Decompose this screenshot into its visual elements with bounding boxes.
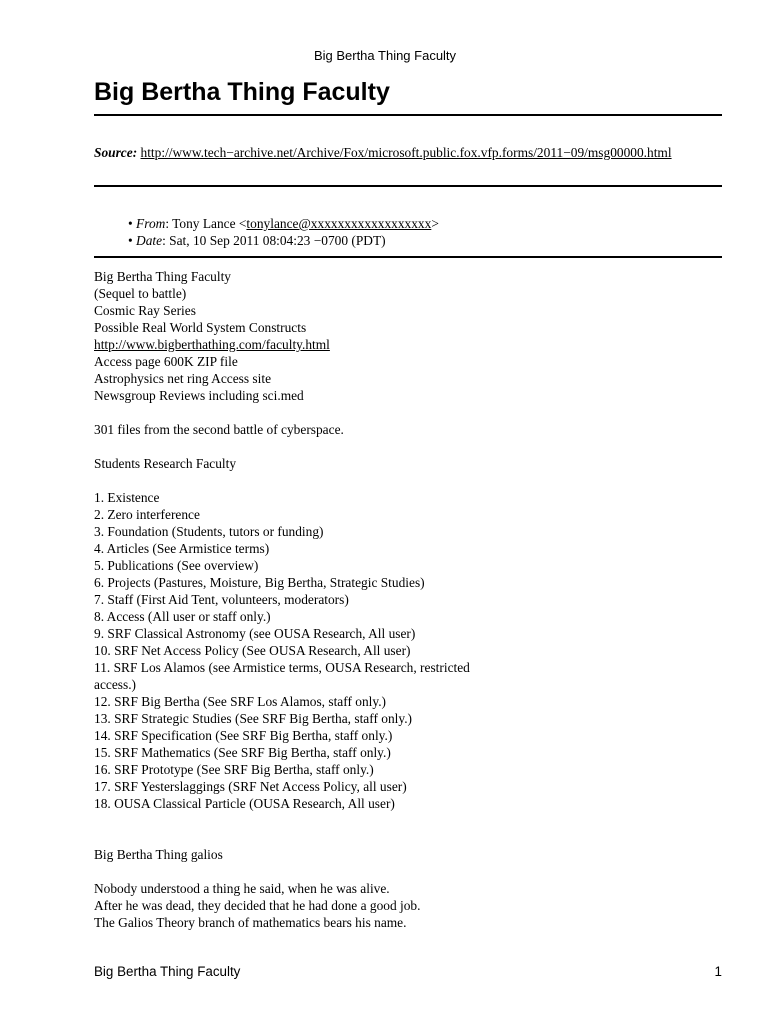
faculty-item: access.) <box>94 677 137 692</box>
faculty-item: 1. Existence <box>94 490 160 505</box>
galios-line: The Galios Theory branch of mathematics bears his name. <box>94 915 407 930</box>
source-line <box>94 145 734 161</box>
running-header: Big Bertha Thing Faculty <box>313 48 457 63</box>
intro-line: Big Bertha Thing Faculty <box>94 269 231 284</box>
faculty-item: 4. Articles (See Armistice terms) <box>94 541 270 556</box>
message-body <box>94 268 714 931</box>
faculty-item: 15. SRF Mathematics (See SRF Big Bertha, staff only.) <box>94 745 391 760</box>
from-end: > <box>431 216 439 231</box>
faculty-item: 3. Foundation (Students, tutors or funding) <box>94 524 324 539</box>
message-meta <box>128 215 439 249</box>
meta-rule <box>94 256 722 258</box>
files-line: 301 files from the second battle of cyberspace. <box>94 422 344 437</box>
faculty-item: 6. Projects (Pastures, Moisture, Big Bertha, Strategic Studies) <box>94 575 425 590</box>
intro-line: (Sequel to battle) <box>94 286 187 301</box>
page-number: 1 <box>714 964 722 979</box>
faculty-item: 11. SRF Los Alamos (see Armistice terms, OUSA Research, restricted <box>94 660 470 675</box>
faculty-item: 8. Access (All user or staff only.) <box>94 609 271 624</box>
page-title: Big Bertha Thing Faculty <box>94 78 390 106</box>
faculty-item: 18. OUSA Classical Particle (OUSA Research, All user) <box>94 796 395 811</box>
faculty-item: 12. SRF Big Bertha (See SRF Los Alamos, staff only.) <box>94 694 386 709</box>
source-rule <box>94 185 722 187</box>
source-label: Source: <box>94 145 138 160</box>
date-label: Date <box>136 233 163 248</box>
from-email-link[interactable]: tonylance@xxxxxxxxxxxxxxxxxx <box>246 216 432 231</box>
intro-line: Newsgroup Reviews including sci.med <box>94 388 304 403</box>
intro-line: Access page 600K ZIP file <box>94 354 238 369</box>
faculty-heading: Students Research Faculty <box>94 456 237 471</box>
faculty-item: 13. SRF Strategic Studies (See SRF Big Bertha, staff only.) <box>94 711 413 726</box>
intro-line: Astrophysics net ring Access site <box>94 371 272 386</box>
galios-heading: Big Bertha Thing galios <box>94 847 223 862</box>
from-name: : Tony Lance < <box>165 216 247 231</box>
footer-title: Big Bertha Thing Faculty <box>94 964 241 979</box>
faculty-item: 5. Publications (See overview) <box>94 558 259 573</box>
galios-line: After he was dead, they decided that he had done a good job. <box>94 898 421 913</box>
intro-line: Cosmic Ray Series <box>94 303 196 318</box>
title-rule <box>94 114 722 116</box>
galios-line: Nobody understood a thing he said, when he was alive. <box>94 881 390 896</box>
intro-line: Possible Real World System Constructs <box>94 320 307 335</box>
faculty-link[interactable]: http://www.bigberthathing.com/faculty.html <box>94 337 330 352</box>
date-value: : Sat, 10 Sep 2011 08:04:23 −0700 (PDT) <box>162 233 386 248</box>
faculty-item: 17. SRF Yesterslaggings (SRF Net Access Policy, all user) <box>94 779 407 794</box>
date-item <box>128 232 439 249</box>
faculty-item: 9. SRF Classical Astronomy (see OUSA Research, All user) <box>94 626 416 641</box>
faculty-item: 16. SRF Prototype (See SRF Big Bertha, staff only.) <box>94 762 374 777</box>
faculty-item: 7. Staff (First Aid Tent, volunteers, moderators) <box>94 592 349 607</box>
faculty-item: 10. SRF Net Access Policy (See OUSA Research, All user) <box>94 643 411 658</box>
source-link[interactable]: http://www.tech−archive.net/Archive/Fox/microsoft.public.fox.vfp.forms/2011−09/msg00000.html <box>140 145 672 160</box>
from-item <box>128 215 439 232</box>
faculty-item: 2. Zero interference <box>94 507 200 522</box>
from-label: From <box>136 216 166 231</box>
faculty-item: 14. SRF Specification (See SRF Big Bertha, staff only.) <box>94 728 393 743</box>
